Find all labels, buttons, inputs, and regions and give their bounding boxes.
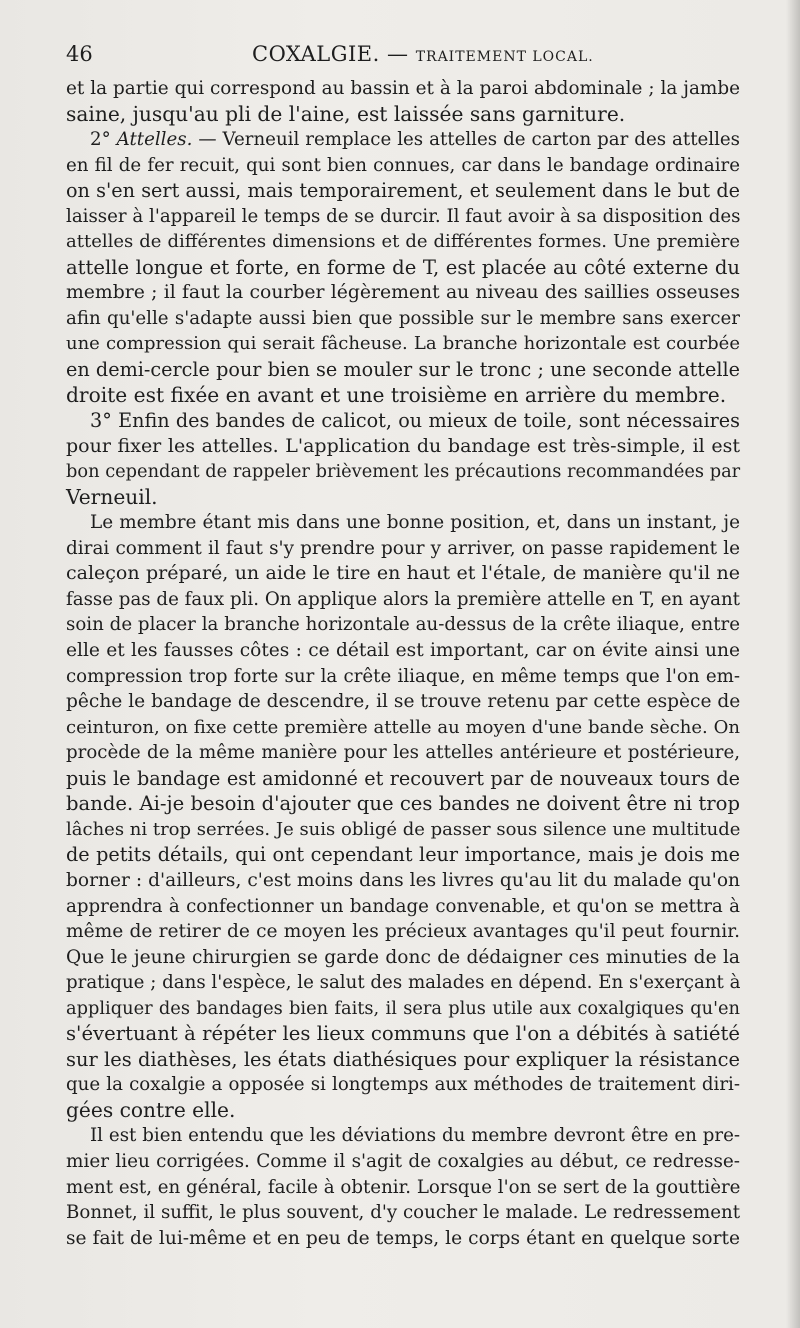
text-line: attelles de différentes dimensions et de différentes formes. Une première xyxy=(66,231,740,253)
text-line: pêche le bandage de descendre, il se trouve retenu par cette espèce de xyxy=(66,691,741,713)
page-number: 46 xyxy=(66,42,93,66)
text-line: pratique ; dans l'espèce, le salut des malades en dépend. En s'exerçant à xyxy=(66,972,741,994)
text-line: en demi-cercle pour bien se mouler sur le tronc ; une seconde attelle xyxy=(66,358,740,382)
text-line: lâches ni trop serrées. Je suis obligé de passer sous silence une multitude xyxy=(66,818,741,840)
text-line: on s'en sert aussi, mais temporairement, et seulement dans le but de xyxy=(66,179,740,203)
text-line: laisser à l'appareil le temps de se durcir. Il faut avoir à sa disposition des xyxy=(66,205,741,227)
text-line: gées contre elle. xyxy=(66,1097,236,1122)
attelles-prefix: 2° xyxy=(90,129,117,151)
text-line: même de retirer de ce moyen les précieux avantages qu'il peut fournir. xyxy=(66,921,740,943)
text-line: soin de placer la branche horizontale au-dessus de la crête iliaque, entre xyxy=(66,614,740,636)
text-line: elle et les fausses côtes : ce détail est important, car on évite ainsi une xyxy=(66,640,740,662)
text-line: fasse pas de faux pli. On applique alors la première attelle en T, en ayant xyxy=(66,588,740,610)
text-line: s'évertuant à répéter les lieux communs que l'on a débités à satiété xyxy=(66,1022,740,1046)
text-line: procède de la même manière pour les attelles antérieure et postérieure, xyxy=(66,742,740,764)
text-line: bon cependant de rappeler brièvement les précautions recommandées par xyxy=(66,461,741,483)
text-line: que la coxalgie a opposée si longtemps aux méthodes de traitement diri- xyxy=(66,1074,740,1096)
text-line: en fil de fer recuit, qui sont bien connues, car dans le bandage ordinaire xyxy=(66,154,740,176)
running-head-subtitle: TRAITEMENT LOCAL. xyxy=(415,49,594,65)
text-line: droite est fixée en avant et une troisième en arrière du membre. xyxy=(66,382,727,407)
text-line: sur les diathèses, les états diathésiques pour expliquer la résistance xyxy=(66,1047,740,1071)
attelles-italic: Attelles. xyxy=(116,129,193,151)
text-line: attelle longue et forte, en forme de T, est placée au côté externe du xyxy=(66,255,740,279)
text-line: apprendra à confectionner un bandage convenable, et qu'on se mettra à xyxy=(66,895,740,917)
text-line: puis le bandage est amidonné et recouvert par de nouveaux tours de xyxy=(66,766,740,790)
text-line: caleçon préparé, un aide le tire en haut et l'étale, de manière qu'il ne xyxy=(66,562,740,585)
text-line: et la partie qui correspond au bassin et à la paroi abdominale ; la jambe xyxy=(66,78,740,99)
running-head-dash: — xyxy=(387,42,409,66)
text-line: afin qu'elle s'adapte aussi bien que possible sur le membre sans exercer xyxy=(66,307,740,329)
text-line: ment est, en général, facile à obtenir. Lorsque l'on se sert de la gouttière xyxy=(66,1176,741,1198)
text-line: Le membre étant mis dans une bonne position, et, dans un instant, je xyxy=(90,512,740,534)
text-line: appliquer des bandages bien faits, il sera plus utile aux coxalgiques qu'en xyxy=(66,997,740,1019)
text-line: Que le jeune chirurgien se garde donc de dédaigner ces minuties de la xyxy=(66,946,740,968)
body-text xyxy=(66,76,740,1251)
text-line: mier lieu corrigées. Comme il s'agit de coxalgies au début, ce redresse- xyxy=(66,1150,740,1172)
text-line: Verneuil. xyxy=(66,484,158,509)
text-line: dirai comment il faut s'y prendre pour y arriver, on passe rapidement le xyxy=(66,537,740,559)
text-line: membre ; il faut la courber légèrement au niveau des saillies osseuses xyxy=(66,282,740,304)
text-line: Bonnet, il suffit, le plus souvent, d'y coucher le malade. Le redressement xyxy=(66,1202,740,1224)
text-line: de petits détails, qui ont cependant leur importance, mais je dois me xyxy=(66,843,740,867)
text-line: pour fixer les attelles. L'application du bandage est très-simple, il est xyxy=(66,434,740,457)
text-line: borner : d'ailleurs, c'est moins dans les livres qu'au lit du malade qu'on xyxy=(66,869,740,891)
running-head xyxy=(252,42,594,66)
text-line: se fait de lui-même et en peu de temps, le corps étant en quelque sorte xyxy=(66,1227,740,1249)
text-line: ceinturon, on fixe cette première attelle au moyen d'une bande sèche. On xyxy=(66,716,740,738)
attelles-rest: — Verneuil remplace les attelles de carton par des attelles xyxy=(192,129,740,151)
page-edge-shadow xyxy=(786,0,800,1328)
running-head-title: COXALGIE. xyxy=(252,42,380,66)
text-line-attelles xyxy=(66,127,740,153)
text-line: 3° Enfin des bandes de calicot, ou mieux de toile, sont nécessaires xyxy=(90,409,740,433)
text-line: Il est bien entendu que les déviations du membre devront être en pre- xyxy=(90,1125,740,1147)
page-header xyxy=(66,42,740,72)
text-line: une compression qui serait fâcheuse. La branche horizontale est courbée xyxy=(66,333,740,355)
text-line: bande. Ai-je besoin d'ajouter que ces bandes ne doivent être ni trop xyxy=(66,792,740,816)
text-line: compression trop forte sur la crête iliaque, en même temps que l'on em- xyxy=(66,665,740,687)
text-line: saine, jusqu'au pli de l'aine, est laissée sans garniture. xyxy=(66,101,626,126)
